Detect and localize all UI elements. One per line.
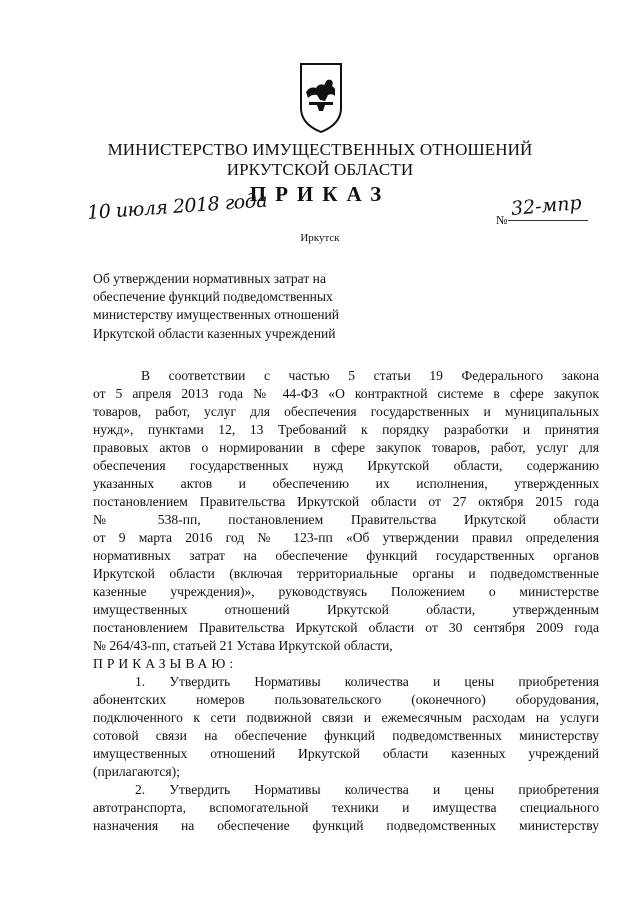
preamble-line: нормативных затрат на обеспечение функций государственных органов <box>93 548 599 563</box>
item1-line: сотовой связи на обеспечение функций подведомственных министерству <box>93 728 599 743</box>
item2-line: 2. Утвердить Нормативы количества и цены приобретения <box>135 782 599 797</box>
preamble-line: В соответствии с частью 5 статьи 19 Федерального закона <box>141 368 599 383</box>
document-title: ПРИКАЗ <box>249 182 391 206</box>
subject-line: обеспечение функций подведомственных <box>93 289 333 305</box>
order-body <box>93 367 599 835</box>
preamble-line: постановлением Правительства Иркутской области от 30 сентября 2009 года <box>93 620 599 635</box>
preamble-line: от 9 марта 2016 год № 123-пп «Об утверждении правил определения <box>93 530 599 545</box>
order-word: ПРИКАЗЫВАЮ: <box>93 656 238 671</box>
preamble-line: нужд», пунктами 12, 13 Требований к порядку разработки и принятия <box>93 422 599 437</box>
item2-line: автотранспорта, вспомогательной техники и имущества специального <box>93 800 599 815</box>
number-underline <box>508 220 588 221</box>
handwritten-date: 10 июля 2018 года <box>86 189 268 224</box>
item1-line: подключенного к сети подвижной связи и ежемесячным расходам на услуги <box>93 710 599 725</box>
item1-line: (прилагаются); <box>93 764 180 779</box>
handwritten-number: 32-мпр <box>510 191 583 220</box>
preamble-line: Иркутской области (включая территориальные органы и подведомственные <box>93 566 599 581</box>
preamble-line: правовых актов о нормировании в сфере закупок товаров, работ, услуг для <box>93 440 599 455</box>
ministry-name-line2: ИРКУТСКОЙ ОБЛАСТИ <box>226 160 414 179</box>
preamble-line: № 538-пп, постановлением Правительства Иркутской области <box>93 512 599 527</box>
preamble-line: обеспечения государственных нужд Иркутской области, содержанию <box>93 458 599 473</box>
subject-line: министерству имущественных отношений <box>93 307 340 323</box>
preamble-line: от 5 апреля 2013 года № 44-ФЗ «О контрактной системе в сфере закупок <box>93 386 599 401</box>
preamble-line: товаров, работ, услуг для обеспечения государственных и муниципальных <box>93 404 599 419</box>
item1-line: имущественных отношений Иркутской области казенных учреждений <box>93 746 599 761</box>
preamble-line: указанных актов и обеспечению их исполнения, утвержденных <box>93 476 599 491</box>
order-subject <box>93 270 393 343</box>
ministry-name-line1: МИНИСТЕРСТВО ИМУЩЕСТВЕННЫХ ОТНОШЕНИЙ <box>107 140 533 159</box>
item1-line: абонентских номеров пользовательского (оконечного) оборудования, <box>93 692 599 707</box>
preamble-line: № 264/43-пп, статьей 21 Устава Иркутской области, <box>93 638 393 653</box>
preamble-line: казенные учреждения)», руководствуясь Положением о министерстве <box>93 584 599 599</box>
number-sign: № <box>496 213 508 227</box>
subject-line: Об утверждении нормативных затрат на <box>93 271 326 286</box>
coat-of-arms-icon <box>298 58 344 134</box>
item2-line: назначения на обеспечение функций подведомственных министерству <box>93 818 599 833</box>
city-name: Иркутск <box>300 232 340 244</box>
subject-line: Иркутской области казенных учреждений <box>93 325 336 341</box>
preamble-line: постановлением Правительства Иркутской области от 27 октября 2015 года <box>93 494 599 509</box>
preamble-line: имущественных отношений Иркутской области, утвержденным <box>93 602 599 617</box>
item1-line: 1. Утвердить Нормативы количества и цены приобретения <box>135 674 599 689</box>
